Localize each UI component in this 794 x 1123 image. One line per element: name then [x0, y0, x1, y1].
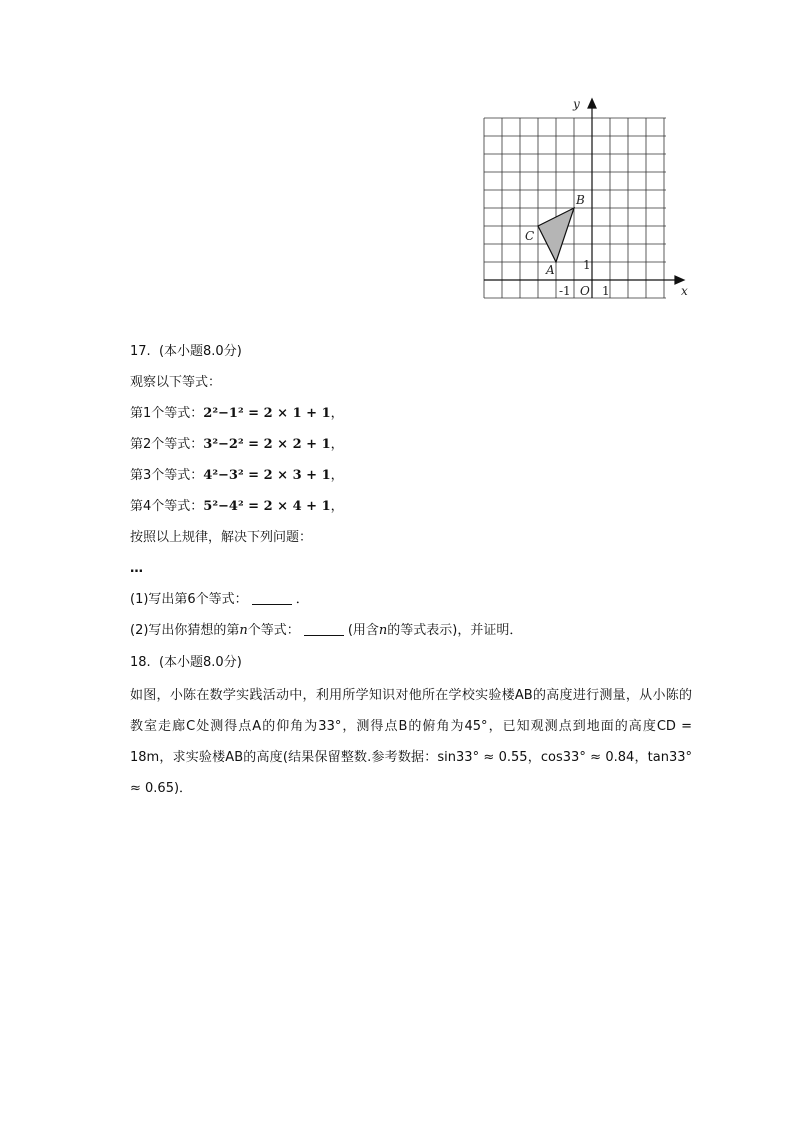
- answer-blank-2[interactable]: [304, 621, 344, 636]
- x-axis-arrow: [675, 276, 684, 284]
- point-b-label: B: [576, 193, 585, 207]
- q18-header: [130, 653, 242, 673]
- coordinate-graph: [470, 90, 700, 310]
- q17-eq3: 第3个等式：4²−3² = 2 × 3 + 1，: [130, 468, 344, 483]
- x-tick-one: 1: [602, 284, 610, 298]
- q17-eq1: 第1个等式：2²−1² = 2 × 1 + 1，: [130, 406, 344, 421]
- grid-lines: [484, 118, 666, 298]
- q17-header: [130, 342, 242, 362]
- y-tick-one: 1: [583, 258, 591, 272]
- q17-part1: (1)写出第6个等式： ．: [130, 592, 309, 607]
- point-c-label: C: [525, 229, 535, 243]
- y-axis-arrow: [588, 99, 596, 108]
- q17-part2: (2)写出你猜想的第n个等式： (用含n的等式表示)，并证明．: [130, 623, 523, 638]
- origin-label: O: [580, 284, 590, 298]
- answer-blank-1[interactable]: [252, 590, 292, 605]
- q17-rule: 按照以上规律，解决下列问题：: [130, 530, 313, 545]
- point-a-label: A: [546, 263, 555, 277]
- q17-number: 17.: [130, 344, 151, 359]
- q17-ellipsis: …: [130, 561, 143, 576]
- q18-text: 如图，小陈在数学实践活动中，利用所学知识对他所在学校实验楼AB的高度进行测量，从小陈的教室走廊C处测得点A的仰角为33°，测得点B的俯角为45°，已知观测点到地面的高度CD = 18m，求实验楼AB的高度(结果保留整数.参考数据：sin33° ≈ 0.55，cos33° ≈ 0.84，tan33° ≈ 0.65)．: [130, 688, 692, 796]
- q17-eq4: 第4个等式：5²−4² = 2 × 4 + 1，: [130, 499, 344, 514]
- q17-eq2: 第2个等式：3²−2² = 2 × 2 + 1，: [130, 437, 344, 452]
- q17-score: (本小题8.0分): [158, 344, 242, 359]
- q18-score: (本小题8.0分): [158, 655, 242, 670]
- q17-intro: 观察以下等式：: [130, 375, 222, 390]
- y-axis-label: y: [573, 97, 580, 111]
- q18-number: 18.: [130, 655, 151, 670]
- x-tick-minus-one: -1: [559, 284, 571, 298]
- x-axis-label: x: [681, 284, 688, 298]
